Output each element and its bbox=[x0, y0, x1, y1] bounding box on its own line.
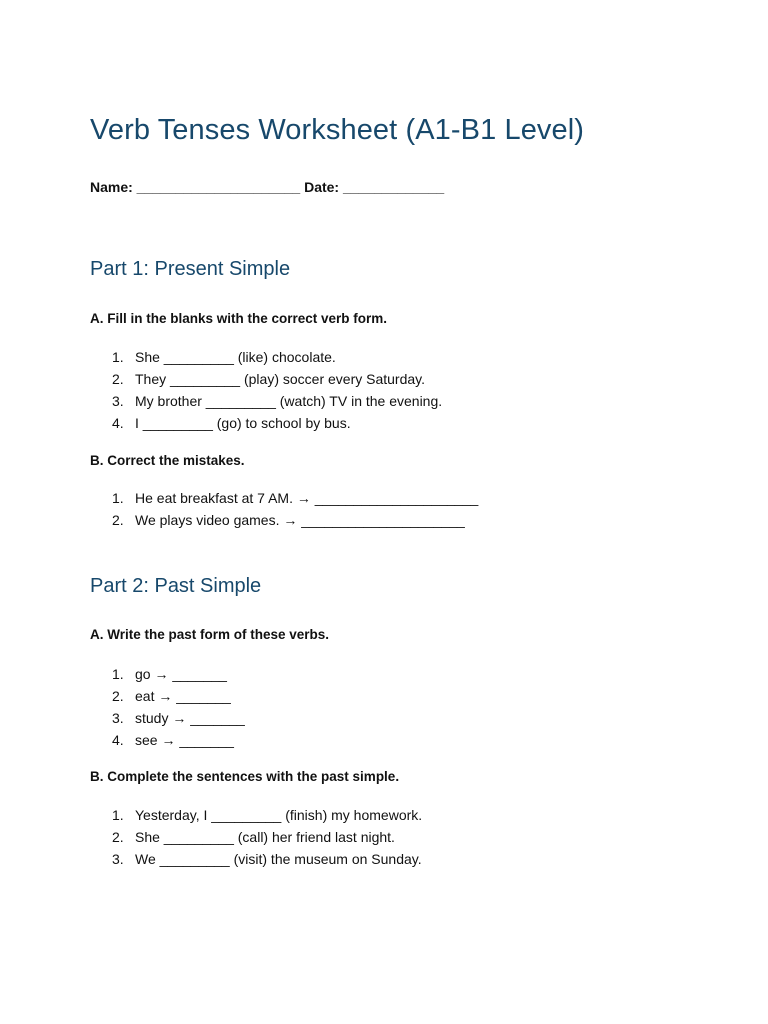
item-text: We _________ (visit) the museum on Sunday. bbox=[135, 851, 422, 867]
name-date-line: Name: _____________________ Date: _____________ bbox=[90, 179, 445, 195]
item-number: 2. bbox=[112, 371, 124, 387]
item-text: He eat breakfast at 7 AM. → _____________________ bbox=[135, 490, 479, 506]
item-number: 2. bbox=[112, 829, 124, 845]
part2-heading: Part 2: Past Simple bbox=[90, 575, 262, 597]
part1-a-instruction: A. Fill in the blanks with the correct verb form. bbox=[90, 311, 388, 326]
item-text: They _________ (play) soccer every Saturday. bbox=[135, 371, 426, 387]
part2-b-instruction: B. Complete the sentences with the past simple. bbox=[90, 769, 400, 784]
item-text: My brother _________ (watch) TV in the evening. bbox=[135, 393, 443, 409]
item-number: 1. bbox=[112, 490, 124, 506]
item-text: go → _______ bbox=[135, 666, 227, 682]
item-text: We plays video games. → _____________________ bbox=[135, 512, 465, 528]
item-number: 2. bbox=[112, 688, 124, 704]
part1-heading: Part 1: Present Simple bbox=[90, 258, 291, 280]
item-number: 1. bbox=[112, 666, 124, 682]
page-title: Verb Tenses Worksheet (A1-B1 Level) bbox=[90, 114, 585, 146]
item-text: eat → _______ bbox=[135, 688, 231, 704]
item-number: 3. bbox=[112, 710, 124, 726]
part1-b-instruction: B. Correct the mistakes. bbox=[90, 453, 245, 468]
item-number: 2. bbox=[112, 512, 124, 528]
item-text: Yesterday, I _________ (finish) my homework. bbox=[135, 807, 423, 823]
item-number: 4. bbox=[112, 415, 124, 431]
item-text: She _________ (call) her friend last night. bbox=[135, 829, 395, 845]
item-number: 4. bbox=[112, 732, 124, 748]
item-number: 1. bbox=[112, 349, 124, 365]
item-number: 1. bbox=[112, 807, 124, 823]
item-text: I _________ (go) to school by bus. bbox=[135, 415, 351, 431]
item-number: 3. bbox=[112, 393, 124, 409]
item-text: She _________ (like) chocolate. bbox=[135, 349, 336, 365]
item-number: 3. bbox=[112, 851, 124, 867]
item-text: see → _______ bbox=[135, 732, 234, 748]
part2-a-instruction: A. Write the past form of these verbs. bbox=[90, 627, 330, 642]
item-text: study → _______ bbox=[135, 710, 245, 726]
